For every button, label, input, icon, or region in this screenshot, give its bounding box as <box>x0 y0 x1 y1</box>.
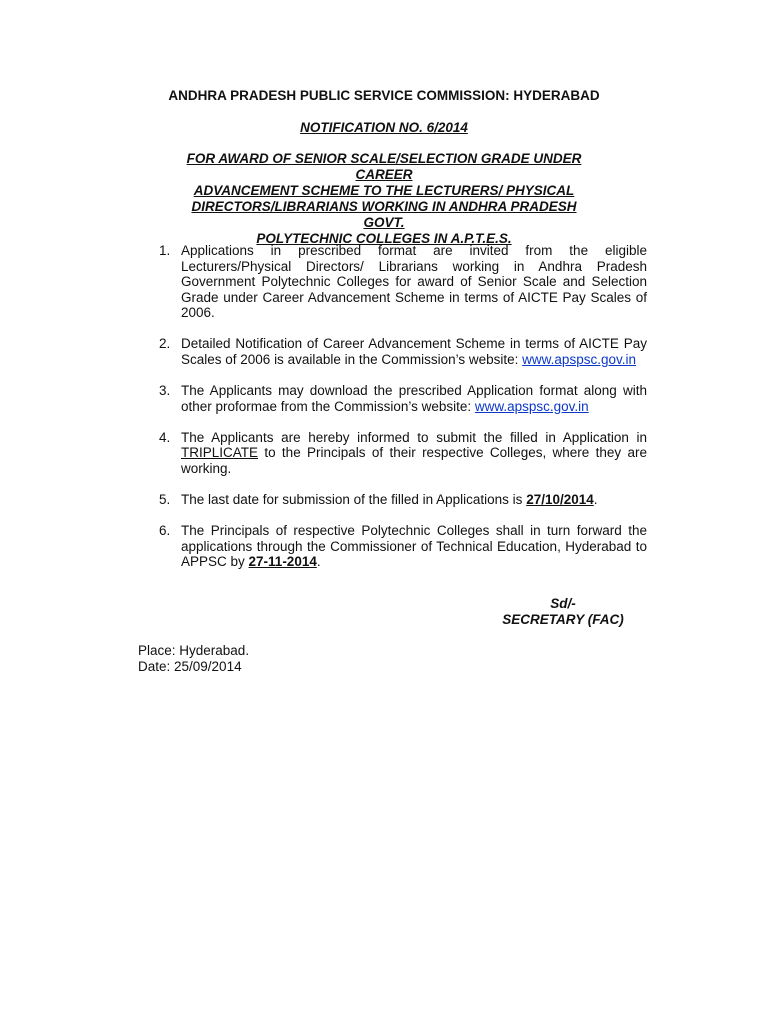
date-line: Date: 25/09/2014 <box>138 659 242 674</box>
notification-subject <box>170 151 598 247</box>
item-text: The Applicants are hereby informed to submit the filled in Application in <box>181 429 647 445</box>
last-date: 27/10/2014 <box>526 492 594 508</box>
subject-line: POLYTECHNIC COLLEGES IN A.P.T.E.S. <box>256 231 512 246</box>
item-text: . <box>316 554 321 570</box>
place-line: Place: Hyderabad. <box>138 643 250 658</box>
item-number: 4. <box>159 429 171 445</box>
subject-line: FOR AWARD OF SENIOR SCALE/SELECTION GRADE UNDER CAREER <box>186 151 582 182</box>
list-item <box>159 243 647 321</box>
notification-number: NOTIFICATION NO. 6/2014 <box>300 120 468 135</box>
item-number: 2. <box>159 336 171 352</box>
list-item <box>159 523 647 570</box>
subject-line: DIRECTORS/LIBRARIANS WORKING IN ANDHRA PRADESH GOVT. <box>191 199 577 230</box>
item-text: to the Principals of their respective Colleges, where they are working. <box>181 445 647 477</box>
item-number: 1. <box>159 243 171 258</box>
item-number: 3. <box>159 383 171 399</box>
website-link[interactable]: www.apspsc.gov.in <box>522 352 636 368</box>
instructions-list <box>159 243 647 586</box>
signatory-title: SECRETARY (FAC) <box>502 612 624 627</box>
list-item <box>159 430 647 477</box>
website-link[interactable]: www.apspsc.gov.in <box>474 398 589 414</box>
item-text: The last date for submission of the filled in Applications is <box>181 492 527 508</box>
forward-date: 27-11-2014 <box>248 554 317 570</box>
item-text: . <box>593 492 598 508</box>
item-number: 5. <box>159 492 171 508</box>
subject-line: ADVANCEMENT SCHEME TO THE LECTURERS/ PHYSICAL <box>193 183 575 198</box>
item-text: Applications in prescribed format are invited from the eligible Lecturers/Physical Directors/ Librarians working in Andhra Pradesh Government Polytechnic Colleges for award of Senior Scale and Selection Grade under Career Advancement Scheme in terms of AICTE Pay Scales of 2006. <box>181 243 647 321</box>
list-item <box>159 492 647 508</box>
commission-title: ANDHRA PRADESH PUBLIC SERVICE COMMISSION: HYDERABAD <box>168 88 600 103</box>
item-text: Detailed Notification of Career Advancement Scheme in terms of AICTE Pay Scales of 2006 is available in the Commission’s website: <box>181 336 647 368</box>
item-number: 6. <box>159 523 171 539</box>
signature-mark: Sd/- <box>550 596 576 611</box>
triplicate-emphasis: TRIPLICATE <box>181 445 259 461</box>
list-item <box>159 383 647 414</box>
list-item <box>159 336 647 367</box>
item-text: The Principals of respective Polytechnic Colleges shall in turn forward the applications through the Commissioner of Technical Education, Hyderabad to APPSC by <box>181 523 647 570</box>
item-text: The Applicants may download the prescribed Application format along with other proformae from the Commission’s website: <box>181 383 647 414</box>
